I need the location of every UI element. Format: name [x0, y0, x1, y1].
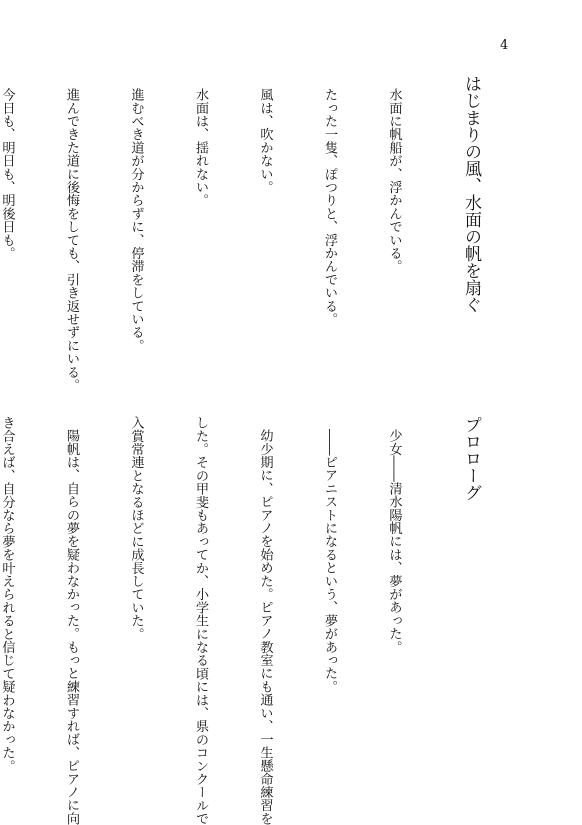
- text-line: 水面は、揺れない。: [193, 88, 208, 207]
- text-line: 水面に帆船が、浮かんでいる。: [386, 88, 402, 273]
- text-line: 今日も、明日も、明後日も。: [0, 88, 15, 260]
- chapter-text-block: [0, 75, 524, 405]
- text-line: 入賞常連となるほどに成長していた。: [128, 416, 144, 641]
- prologue-text-block: [0, 416, 524, 825]
- text-line: 進んできた道に後悔をしても、引き返せずにいる。: [64, 88, 79, 392]
- text-line: 進むべき道が分からずに、停滞をしている。: [128, 88, 144, 353]
- text-line: した。その甲斐もあってか、小学生になる頃には、県のコンクールで: [193, 416, 208, 825]
- text-line: き合えば、自分なら夢を叶えられると信じて疑わなかった。: [0, 416, 15, 773]
- text-line: 風は、吹かない。: [257, 88, 273, 194]
- chapter-title: はじまりの風、水面の帆を扇ぐ: [461, 75, 481, 313]
- page-number: 4: [500, 38, 509, 53]
- text-line: 陽帆は、自らの夢を疑わなかった。もっと練習すれば、ピアノに向: [64, 429, 79, 825]
- text-line: 幼少期に、ピアノを始めた。ピアノ教室にも通い、一生懸命練習を: [257, 429, 273, 825]
- text-line: ――ピアニストになるという、夢があった。: [322, 429, 337, 694]
- prologue-title: プロローグ: [461, 416, 481, 501]
- text-line: 少女――清水陽帆には、夢があった。: [386, 429, 402, 654]
- text-line: たった一隻、ぽつりと、浮かんでいる。: [322, 88, 337, 326]
